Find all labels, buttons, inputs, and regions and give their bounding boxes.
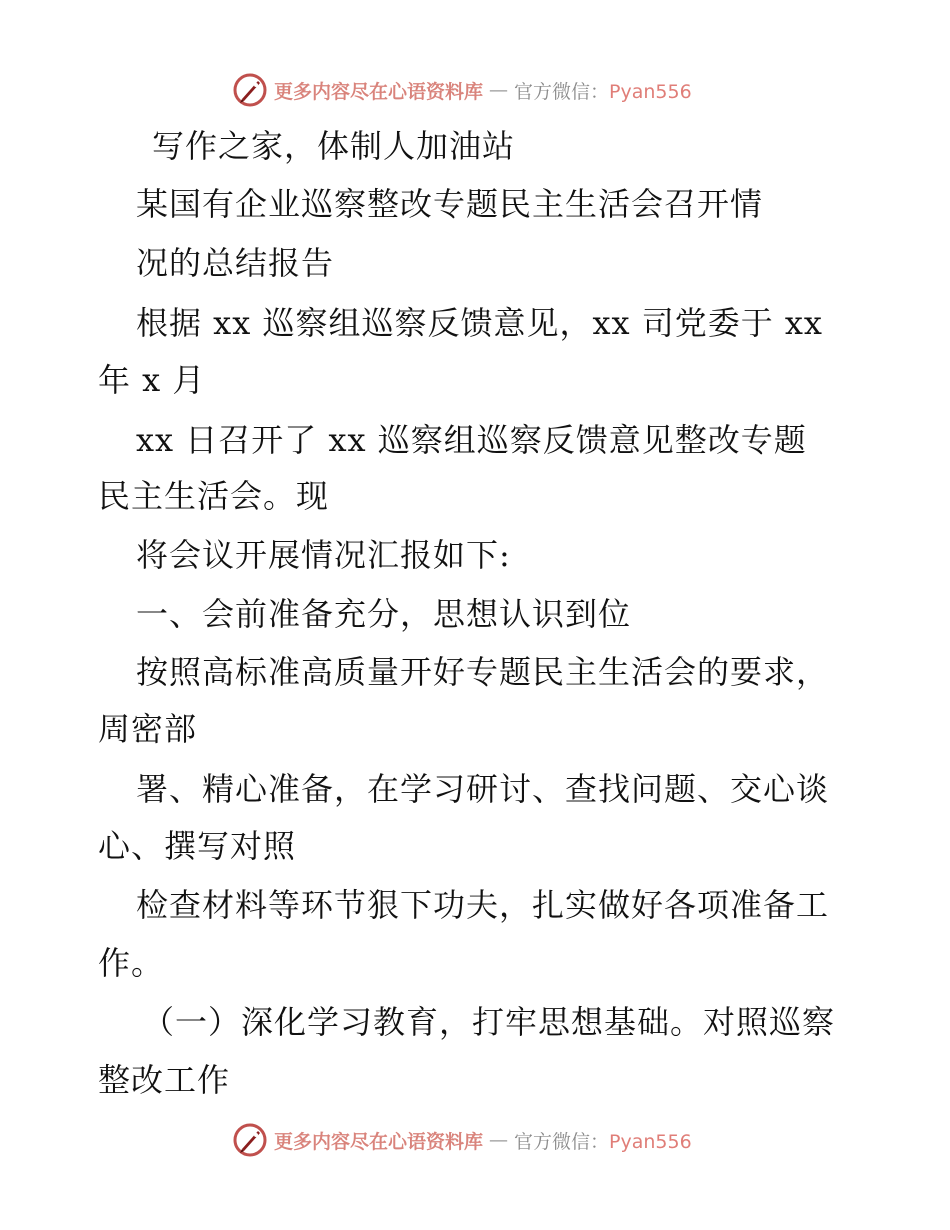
body-line: 根据 xx 巡察组巡察反馈意见，xx 司党委于 xx <box>136 304 823 342</box>
body-line: xx 日召开了 xx 巡察组巡察反馈意见整改专题 <box>136 421 807 459</box>
watermark-contact-label: 官方微信： <box>514 80 610 103</box>
watermark-separator: — <box>489 1129 509 1151</box>
watermark-footer <box>232 1120 752 1160</box>
body-line: 检查材料等环节狠下功夫，扎实做好各项准备工 <box>136 886 830 924</box>
quill-pen-icon <box>232 1122 268 1158</box>
watermark-brand: 更多内容尽在心语资料库 <box>274 1130 484 1153</box>
watermark-brand: 更多内容尽在心语资料库 <box>274 80 484 103</box>
watermark-contact-label: 官方微信： <box>514 1130 610 1153</box>
watermark-contact <box>514 1127 692 1154</box>
body-line: 作。 <box>98 944 165 982</box>
watermark-contact-id: Pyan556 <box>609 1130 692 1153</box>
body-line: 将会议开展情况汇报如下: <box>136 536 511 574</box>
title-line-2: 况的总结报告 <box>136 244 335 282</box>
watermark-contact <box>514 77 692 104</box>
site-line: 写作之家，体制人加油站 <box>152 127 516 165</box>
body-line: 民主生活会。现 <box>98 477 330 515</box>
body-line: 署、精心准备，在学习研讨、查找问题、交心谈 <box>136 770 830 808</box>
subsection-heading: （一）深化学习教育，打牢思想基础。对照巡察 <box>142 1003 836 1041</box>
quill-pen-icon <box>232 72 268 108</box>
body-line: 按照高标准高质量开好专题民主生活会的要求， <box>136 653 830 691</box>
watermark-header <box>232 70 752 110</box>
watermark-contact-id: Pyan556 <box>609 80 692 103</box>
body-line: 心、撰写对照 <box>98 827 297 865</box>
section-heading: 一、会前准备充分，思想认识到位 <box>136 595 632 633</box>
body-line: 年 x 月 <box>98 361 206 399</box>
body-line: 整改工作 <box>98 1061 231 1099</box>
watermark-separator: — <box>489 79 509 101</box>
body-line: 周密部 <box>98 710 198 748</box>
title-line-1: 某国有企业巡察整改专题民主生活会召开情 <box>136 185 764 223</box>
